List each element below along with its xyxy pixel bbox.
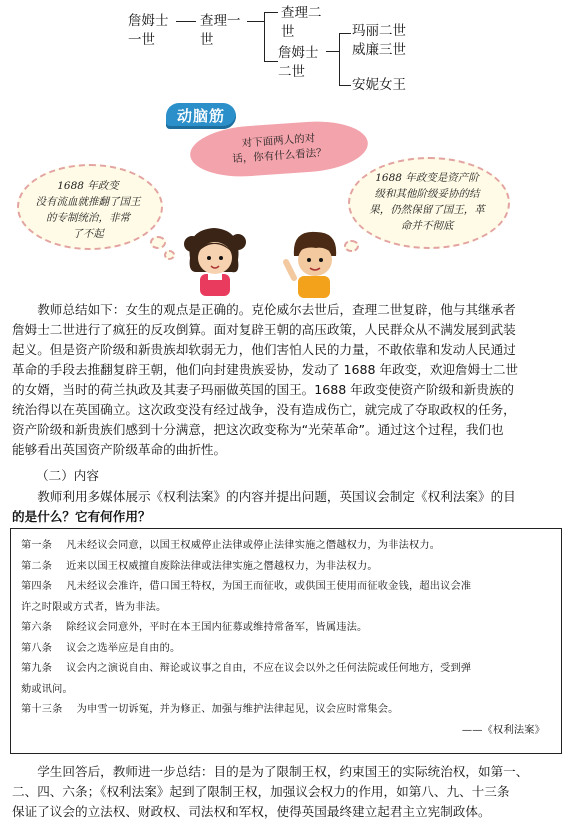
tree-connector: [339, 85, 351, 86]
tree-connector: [264, 61, 278, 62]
tree-connector: [247, 21, 264, 22]
tree-connector: [339, 33, 351, 34]
tree-connector: [264, 12, 265, 62]
tree-connector: [339, 33, 340, 85]
boy-figure: [280, 226, 350, 298]
summary-line: 的女婿，当时的荷兰执政及其妻子玛丽做英国的国王。1688 年政变使资产阶级和新贵族的: [12, 382, 515, 397]
summary-line: 能够看出英国资产阶级革命的曲折性。: [12, 442, 227, 457]
bill-article-continued: 许之时限或方式者，皆为非法。: [21, 601, 167, 613]
prompt-line: 教师利用多媒体展示《权利法案》的内容并提出问题，英国议会制定《权利法案》的目: [37, 489, 516, 504]
teacher-summary: [12, 300, 564, 460]
summary-line: 革命的手段去推翻复辟王朝，他们向封建贵族妥协，发动了 1688 年政变，欢迎詹姆士二世: [12, 362, 519, 377]
bill-article: 第十三条 为申雪一切诉冤，并为修正、加强与维护法律起见，议会应时常集会。: [21, 704, 399, 715]
prompt-line: 的是什么？它有何作用？: [12, 509, 151, 524]
summary-line: 詹姆士二世进行了疯狂的反攻倒算。面对复辟王朝的高压政策，人民群众从不满发展到武装: [12, 322, 516, 337]
bill-article: 第一条 凡未经议会同意，以国王权威停止法律或停止法律实施之僭越权力，为非法权力。: [21, 540, 441, 551]
tree-connector: [176, 21, 196, 22]
tree-node-charles2: 查理二 世: [281, 5, 322, 40]
girl-cloud-tail: [150, 236, 166, 249]
bill-of-rights-box: [10, 528, 562, 754]
tree-node-james1: 詹姆士 一世: [128, 13, 169, 48]
bill-article: 第二条 近来以国王权威擅自废除法律或法律实施之僭越权力，为非法权力。: [21, 560, 378, 572]
tree-connector: [326, 51, 339, 52]
girl-cloud-tail: [164, 250, 175, 260]
bill-article-continued: 劾或讯问。: [21, 683, 73, 695]
tree-node-anne: 安妮女王: [352, 77, 406, 93]
activity-banner: 动脑筋: [166, 103, 236, 129]
conclusion-line: 二、四、六条；《权利法案》起到了限制王权，加强议会权力的作用，如第八、九、十三条: [12, 784, 510, 799]
girl-figure: [180, 222, 250, 296]
bill-article: 第四条 凡未经议会准许，借口国王特权，为国王而征收，或供国王使用而征收金钱，超出议会准: [21, 581, 472, 592]
bill-source: ——《权利法案》: [461, 724, 545, 736]
summary-line: 教师总结如下：女生的观点是正确的。克伦威尔去世后，查理二世复辟，他与其继承者: [37, 302, 516, 317]
tree-connector: [264, 12, 278, 13]
conclusion-line: 保证了议会的立法权、财政权、司法权和军权，使得英国最终建立起君主立宪制政体。: [12, 804, 491, 819]
bill-article: 第八条 议会之选举应是自由的。: [21, 642, 181, 654]
section-heading: （二）内容: [36, 468, 99, 483]
conclusion-line: 学生回答后，教师进一步总结：目的是为了限制王权，约束国王的实际统治权，如第一、: [37, 764, 529, 779]
girl-speech-text: 1688 年政变 没有流血就推翻了国王 的专制统治，非常 了不起: [35, 180, 141, 240]
summary-line: 起义。但是资产阶级和新贵族却软弱无力，他们害怕人民的力量，不敢依靠和发动人民通过: [12, 342, 516, 357]
tree-node-james2: 詹姆士 二世: [278, 45, 319, 80]
teacher-conclusion: [12, 762, 564, 822]
summary-line: 统治得以在英国确立。这次政变没有经过战争，没有造成伤亡，就完成了夺取政权的任务，: [12, 402, 516, 417]
bill-article: 第六条 除经议会同意外，平时在本王国内征募或维持常备军，皆属违法。: [21, 622, 368, 633]
question-bubble: 对下面两人的对 话，你有什么看法？: [188, 118, 369, 180]
teacher-prompt: [12, 487, 564, 527]
summary-line: 资产阶级和新贵族们感到十分满意，把这次政变称为“光荣革命”。通过这个过程，我们也: [12, 422, 504, 437]
bill-article: 第九条 议会内之演说自由、辩论或议事之自由，不应在议会以外之任何法院或任何地方，受到弹: [21, 663, 472, 674]
tree-node-charles1: 查理一 世: [200, 13, 241, 48]
boy-speech-text: 1688 年政变是资产阶 级和其他阶级妥协的结 果，仍然保留了国王，革 命并不彻底: [369, 172, 485, 232]
tree-node-mary-william: 玛丽二世 威廉三世: [352, 23, 406, 58]
